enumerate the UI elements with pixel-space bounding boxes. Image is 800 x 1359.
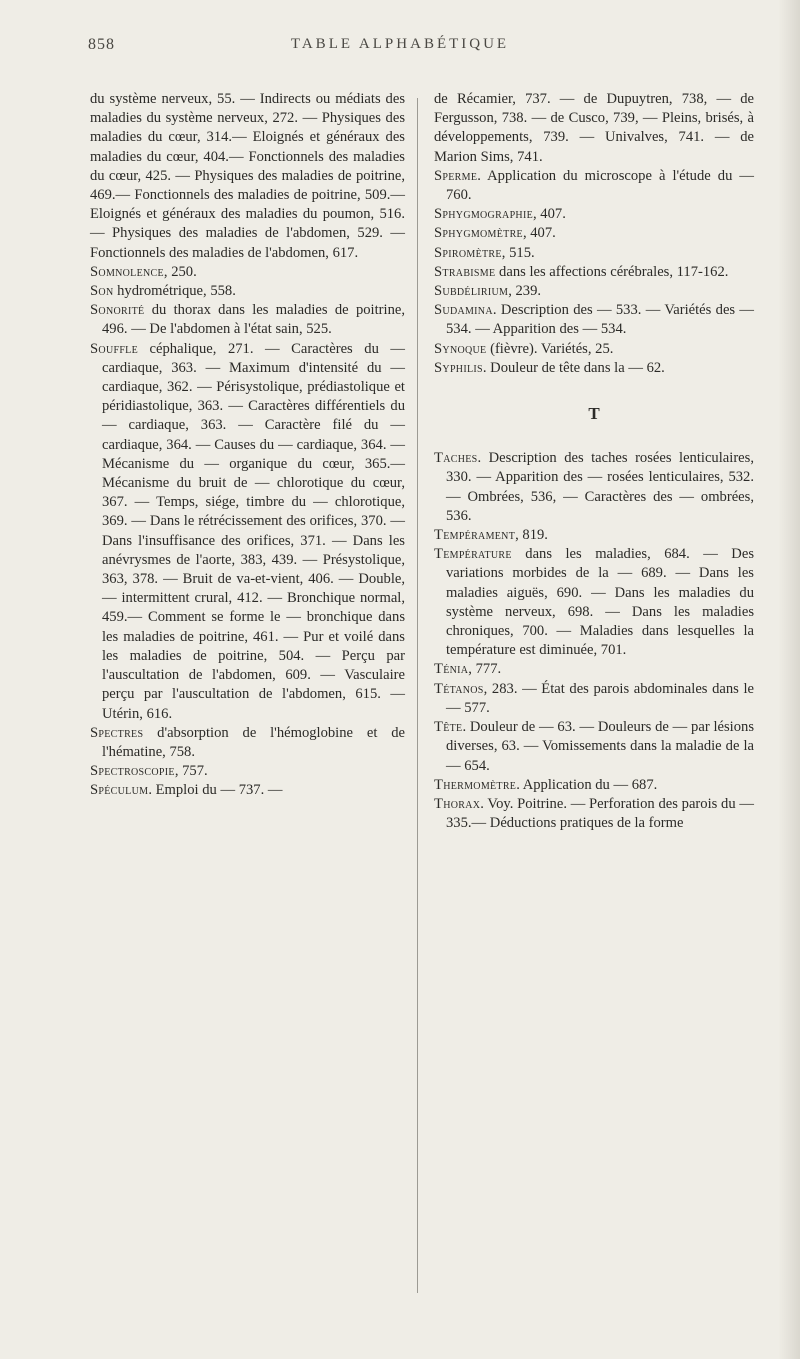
entry-headword: Strabisme [434,263,496,280]
entry-text: . Description des taches rosées lenticulaires, 330. — Apparition des — rosées lenticulaires, 532. — Ombrées, 536, — Caractères des — ombrées, 536. [446,450,754,524]
entry-headword: Sudamina [434,302,493,319]
running-title: TABLE ALPHABÉTIQUE [290,36,510,52]
index-entries-t [434,449,754,833]
entry-text: du thorax dans les maladies de poitrine, 496. — De l'abdomen à l'état sain, 525. [102,302,405,338]
index-entry [90,301,405,339]
entry-headword: Tempérament [434,527,516,544]
index-entry [434,282,754,301]
entry-text: , 407. [522,225,556,242]
index-entries-s [434,90,754,378]
entry-text: , 819. [515,527,548,544]
entry-text: , 515. [501,244,535,261]
page-number: 858 [88,36,115,53]
entry-text: céphalique, 271. — Caractères du — cardiaque, 363. — Maximum d'intensité du — cardiaque, 362. — Périsystolique, prédiastolique et péridiastolique, 363. — Caractères différentiels du — cardiaque, 363. — Caractère filé du — cardiaque, 364. — Causes du — cardiaque, 364. — Mécanisme du — organique du cœur, 365.— Mécanisme du bruit de — chlorotique du cœur, 367. — Temps, siége, timbre du — chlorotique, 369. — Dans le rétrécissement des orifices, 370. — Dans l'insuffisance des orifices, 371. — Dans les anévrysmes de l'aorte, 383, 439. — Présystolique, 363, 378. — Bruit de va-et-vient, 406. — Double, — intermittent crural, 412. — Bronchique normal, 459.— Comment se forme le — bronchique dans les maladies de poitrine, 461. — Pur et voilé dans les maladies de poitrine, 504. — Perçu par l'auscultation de l'abdomen, 609. — Vasculaire perçu par l'auscultation de l'abdomen, 615. — Utérin, 616. [102,340,405,722]
index-entry [90,263,405,282]
column-divider [417,98,418,1293]
entry-text: , 239. [508,283,542,300]
entry-text: . Douleur de tête dans la — 62. [482,359,665,376]
index-entry [434,680,754,718]
entry-text: . Voy. Poitrine. — Perforation des parois du — 335.— Déductions pratiques de la forme [446,795,754,832]
entry-headword: Souffle [90,340,138,357]
entry-headword: Spiromètre [434,244,502,261]
index-entry [434,205,754,224]
index-entry [434,660,754,679]
index-entry [434,545,754,660]
entry-text: d'absorption de l'hémoglobine et de l'hématine, 758. [102,724,405,760]
index-entry [90,90,405,263]
entry-headword: Subdélirium [434,283,509,300]
index-entry [434,167,754,205]
entry-text: . Emploi du — 737. — [148,782,283,799]
entry-headword: Tétanos [434,680,484,697]
entry-headword: Spéculum [90,782,149,799]
index-entry [90,762,405,781]
entry-headword: Somnolence [90,263,164,280]
entry-text: . Application du — 687. [516,776,658,793]
entry-text: , 283. — État des parois abdominales dans le — 577. [446,680,754,716]
index-entry [434,795,754,833]
entry-text: de Récamier, 737. — de Dupuytren, 738, — de Fergusson, 738. — de Cusco, 739, — Pleins, brisés, à développements, 739. — Univalves, 741. — de Marion Sims, 741. [434,91,754,165]
entry-headword: Sperme [434,167,478,184]
index-entry [434,340,754,359]
section-letter: T [588,404,600,424]
index-entry [434,776,754,795]
index-entry [434,224,754,243]
index-entry [434,244,754,263]
index-entry [90,340,405,724]
entry-headword: Température [434,546,512,563]
entry-headword: Spectroscopie [90,763,175,780]
entry-headword: Thorax [434,795,481,812]
index-entry [434,526,754,545]
entry-headword: Sphygmographie [434,206,533,223]
entry-text: . Application du microscope à l'étude du — 760. [446,167,754,204]
entry-headword: Spectres [90,724,144,741]
index-entry [90,781,405,800]
entry-headword: Tête [434,719,463,736]
index-column-right [434,90,754,833]
entry-text: hydrométrique, 558. [113,283,236,300]
entry-text: , 250. [163,263,197,280]
entry-text: du système nerveux, 55. — Indirects ou médiats des maladies du système nerveux, 272. — Physiques des maladies du cœur, 314.— Eloignés et généraux des maladies du cœur, 404.— Fonctionnels des maladies du cœur, 425. — Physiques des maladies de poitrine, 469.— Fonctionnels des maladies de poitrine, 509.— Eloignés et généraux des maladies du poumon, 516. — Physiques des maladies de l'abdomen, 529. — Fonctionnels des maladies de l'abdomen, 617. [90,91,405,261]
entry-headword: Taches [434,450,478,467]
entry-headword: Sphygmomètre [434,225,523,242]
index-entry [90,282,405,301]
page-header [0,36,800,60]
index-entry [434,263,754,282]
index-entry [434,359,754,378]
entry-text: . Douleur de — 63. — Douleurs de — par lésions diverses, 63. — Vomissements dans la maladie de la — 654. [446,719,754,774]
entry-headword: Synoque [434,340,487,357]
page-edge-shadow [778,0,800,1359]
entry-headword: Son [90,283,114,300]
index-column-left [90,90,405,801]
entry-headword: Thermomètre [434,776,517,793]
entry-text: (fièvre). Variétés, 25. [486,340,614,357]
entry-text: , 407. [533,206,566,223]
entry-text: , 757. [174,763,208,780]
entry-headword: Sonorité [90,302,145,319]
entry-text: . Description des — 533. — Variétés des — 534. — Apparition des — 534. [446,302,754,338]
entry-headword: Ténia [434,661,469,678]
entry-headword: Syphilis [434,359,483,376]
index-entry [90,724,405,762]
index-entry [434,449,754,526]
entry-text: , 777. [468,661,502,678]
index-entry [434,718,754,776]
entry-text: dans les maladies, 684. — Des variations morbides de la — 689. — Dans les maladies aiguës, 690. — Dans les maladies du système nerveux, 698. — Dans les maladies chroniques, 700. — Maladies dans lesquelles la température est diminuée, 701. [446,546,754,659]
index-entry [434,301,754,339]
index-entry [434,90,754,167]
entry-text: dans les affections cérébrales, 117-162. [495,263,729,280]
